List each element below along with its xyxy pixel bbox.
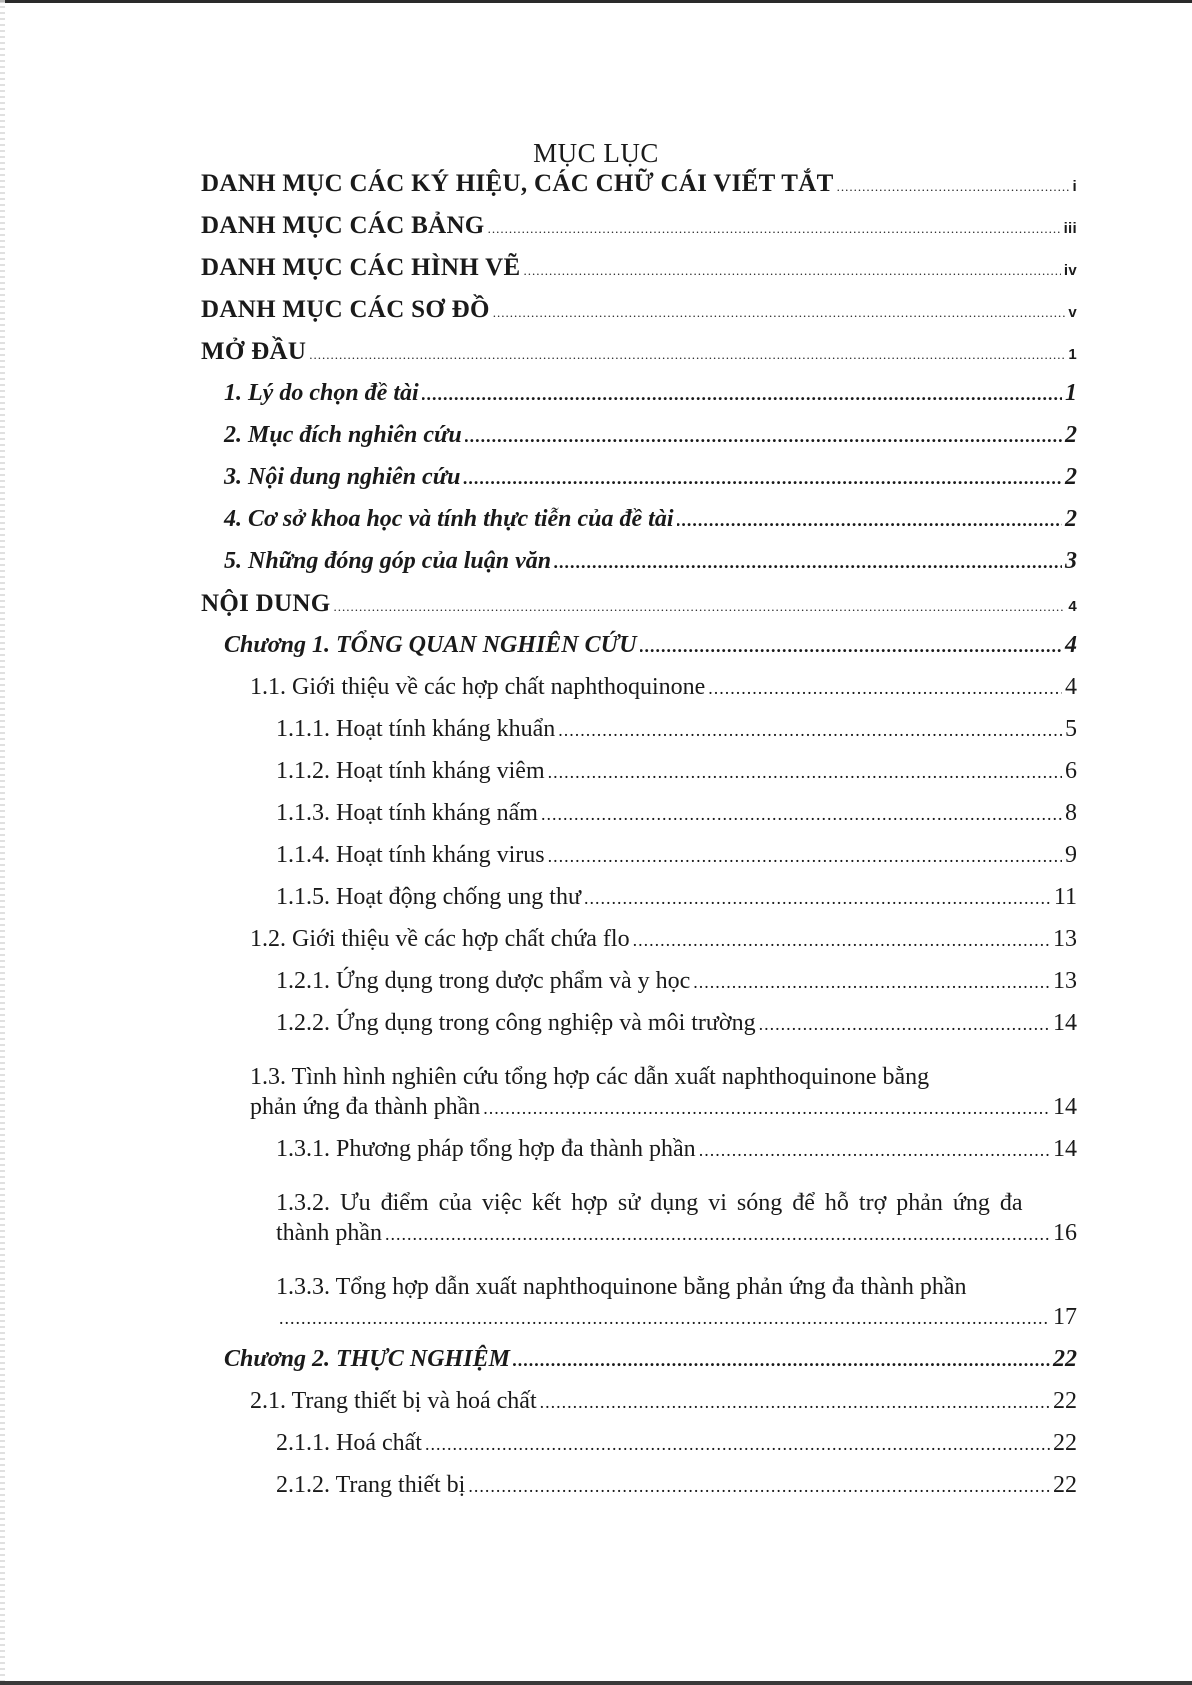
toc-entry-label: 1.2. Giới thiệu về các hợp chất chứa flo <box>250 926 630 952</box>
toc-entry-page: 17 <box>1053 1304 1077 1330</box>
toc-entry[interactable] <box>224 380 1077 422</box>
toc-entry[interactable] <box>201 254 1077 296</box>
toc-leader <box>540 1388 1050 1415</box>
toc-entry[interactable] <box>276 758 1077 800</box>
toc-entry-page: 5 <box>1065 716 1077 742</box>
toc-leader <box>513 1346 1050 1373</box>
toc-leader <box>759 1010 1050 1037</box>
toc-entry-label: 5. Những đóng góp của luận văn <box>224 548 552 574</box>
toc-entry-page: 9 <box>1065 842 1077 868</box>
toc-entry-label: 1.1.4. Hoạt tính kháng virus <box>276 842 545 868</box>
toc-entry-page: iii <box>1063 220 1077 237</box>
toc-entry[interactable] <box>276 884 1077 926</box>
toc-entry[interactable] <box>224 548 1077 590</box>
toc-entry-page: 22 <box>1053 1430 1077 1456</box>
toc-leader <box>422 380 1062 407</box>
toc-entry-page: v <box>1068 304 1077 321</box>
toc-leader <box>493 296 1066 324</box>
toc-entry[interactable] <box>276 1136 1077 1178</box>
toc-leader <box>640 632 1062 659</box>
toc-entry-line1[interactable]: 1.3.2. Ưu điểm của việc kết hợp sử dụng vi sóng để hỗ trợ phản ứng đa <box>276 1190 1023 1216</box>
toc-entry-label: DANH MỤC CÁC BẢNG <box>201 212 485 239</box>
toc-entry-page: i <box>1072 178 1077 195</box>
toc-entry-label: 1.1.5. Hoạt động chống ung thư <box>276 884 581 910</box>
toc-leader <box>465 422 1062 449</box>
toc-entry[interactable] <box>276 1220 1077 1262</box>
toc-entry-label: 1.1.2. Hoạt tính kháng viêm <box>276 758 545 784</box>
toc-leader <box>699 1136 1050 1163</box>
toc-entry-page: 4 <box>1065 632 1077 658</box>
toc-entry-label: 2.1.1. Hoá chất <box>276 1430 422 1456</box>
toc-entry[interactable] <box>201 590 1077 632</box>
toc-entry[interactable] <box>276 1430 1077 1472</box>
toc-entry-label: 4. Cơ sở khoa học và tính thực tiễn của đề tài <box>224 506 674 532</box>
toc-entry-label: 1. Lý do chọn đề tài <box>224 380 419 406</box>
toc-entry-page: 14 <box>1053 1136 1077 1162</box>
toc-leader <box>334 590 1066 618</box>
toc-leader <box>279 1304 1050 1331</box>
toc-entry-page: 14 <box>1053 1010 1077 1036</box>
toc-entry[interactable] <box>224 464 1077 506</box>
toc-leader <box>554 548 1062 575</box>
toc-entry-page: 2 <box>1065 506 1077 532</box>
toc-entry[interactable] <box>250 926 1077 968</box>
toc-entry[interactable] <box>224 422 1077 464</box>
toc-entry[interactable] <box>250 1388 1077 1430</box>
toc-entry-label: 1.3.1. Phương pháp tổng hợp đa thành phần <box>276 1136 696 1162</box>
toc-leader <box>558 716 1062 743</box>
toc-entry-label: 1.1.3. Hoạt tính kháng nấm <box>276 800 538 826</box>
toc-entry-page: 22 <box>1053 1472 1077 1498</box>
toc-entry[interactable] <box>201 296 1077 338</box>
toc-leader <box>523 254 1060 282</box>
toc-entry[interactable] <box>276 716 1077 758</box>
toc-entry-label: 1.1. Giới thiệu về các hợp chất naphthoquinone <box>250 674 706 700</box>
toc-leader <box>488 212 1061 240</box>
toc-entry-label: 1.2.2. Ứng dụng trong công nghiệp và môi trường <box>276 1010 756 1036</box>
toc-entry-page: 22 <box>1053 1346 1077 1372</box>
toc-entry-label: Chương 1. TỔNG QUAN NGHIÊN CỨU <box>224 632 637 658</box>
toc-entry-page: 14 <box>1053 1094 1077 1120</box>
toc-leader <box>463 464 1062 491</box>
toc-entry-page: 3 <box>1065 548 1077 574</box>
toc-entry-label: Chương 2. THỰC NGHIỆM <box>224 1346 510 1372</box>
toc-entry-line1[interactable]: 1.3.3. Tổng hợp dẫn xuất naphthoquinone bằng phản ứng đa thành phần <box>276 1274 967 1300</box>
toc-entry-page: 11 <box>1053 884 1077 910</box>
toc-entry[interactable] <box>276 800 1077 842</box>
toc-entry-label: 2.1. Trang thiết bị và hoá chất <box>250 1388 537 1414</box>
toc-entry[interactable] <box>276 842 1077 884</box>
page-title: MỤC LỤC <box>533 138 659 168</box>
toc-leader <box>708 674 1062 701</box>
toc-entry-page: 4 <box>1065 674 1077 700</box>
toc-entry[interactable] <box>201 338 1077 380</box>
toc-entry-label: DANH MỤC CÁC KÝ HIỆU, CÁC CHỮ CÁI VIẾT TẮT <box>201 170 834 197</box>
toc-leader <box>677 506 1062 533</box>
toc-leader <box>468 1472 1050 1499</box>
toc-leader <box>633 926 1050 953</box>
toc-entry[interactable] <box>201 170 1077 212</box>
toc-leader <box>541 800 1062 827</box>
toc-entry-page: 8 <box>1065 800 1077 826</box>
toc-leader <box>693 968 1050 995</box>
toc-entry[interactable] <box>201 212 1077 254</box>
toc-entry[interactable] <box>250 1094 1077 1136</box>
toc-entry-label: 1.2.1. Ứng dụng trong dược phẩm và y học <box>276 968 691 994</box>
toc-entry-label: 1.1.1. Hoạt tính kháng khuẩn <box>276 716 556 742</box>
toc-leader <box>483 1094 1050 1121</box>
toc-entry-page: 13 <box>1053 968 1077 994</box>
toc-entry-label: NỘI DUNG <box>201 590 331 617</box>
toc-entry-label: thành phần <box>276 1220 382 1246</box>
toc-entry-page: 1 <box>1068 346 1077 363</box>
toc-leader <box>548 758 1062 785</box>
toc-entry-page: 1 <box>1065 380 1077 406</box>
toc-chapter[interactable] <box>224 632 1077 674</box>
toc-entry-page: 4 <box>1068 598 1077 615</box>
toc-entry[interactable] <box>224 506 1077 548</box>
toc-entry-line1[interactable]: 1.3. Tình hình nghiên cứu tổng hợp các dẫn xuất naphthoquinone bằng <box>250 1064 930 1090</box>
toc-leader <box>385 1220 1050 1247</box>
toc-leader <box>548 842 1062 869</box>
toc-entry-page: 13 <box>1053 926 1077 952</box>
toc-leader <box>309 338 1065 366</box>
toc-entry-page: 6 <box>1065 758 1077 784</box>
toc-entry-label: phản ứng đa thành phần <box>250 1094 481 1120</box>
toc-leader <box>837 170 1070 198</box>
toc-entry-label: MỞ ĐẦU <box>201 338 307 365</box>
toc-entry[interactable] <box>276 1472 1077 1514</box>
toc-entry[interactable] <box>276 1304 1077 1346</box>
toc-entry-label: 2. Mục đích nghiên cứu <box>224 422 462 448</box>
toc-entry-page: 22 <box>1053 1388 1077 1414</box>
toc-entry-page: iv <box>1063 262 1077 279</box>
toc-chapter[interactable] <box>224 1346 1077 1388</box>
toc-entry[interactable] <box>250 674 1077 716</box>
toc-entry-page: 2 <box>1065 422 1077 448</box>
toc-entry-label: 3. Nội dung nghiên cứu <box>224 464 461 490</box>
toc-leader <box>584 884 1051 911</box>
toc-entry-label: DANH MỤC CÁC HÌNH VẼ <box>201 254 521 281</box>
toc-entry-label: 2.1.2. Trang thiết bị <box>276 1472 466 1498</box>
toc-entry[interactable] <box>276 1010 1077 1052</box>
toc-leader <box>425 1430 1050 1457</box>
toc-entry-page: 16 <box>1053 1220 1077 1246</box>
toc-entry-label: DANH MỤC CÁC SƠ ĐỒ <box>201 296 490 323</box>
toc-entry[interactable] <box>276 968 1077 1010</box>
toc-entry-page: 2 <box>1065 464 1077 490</box>
